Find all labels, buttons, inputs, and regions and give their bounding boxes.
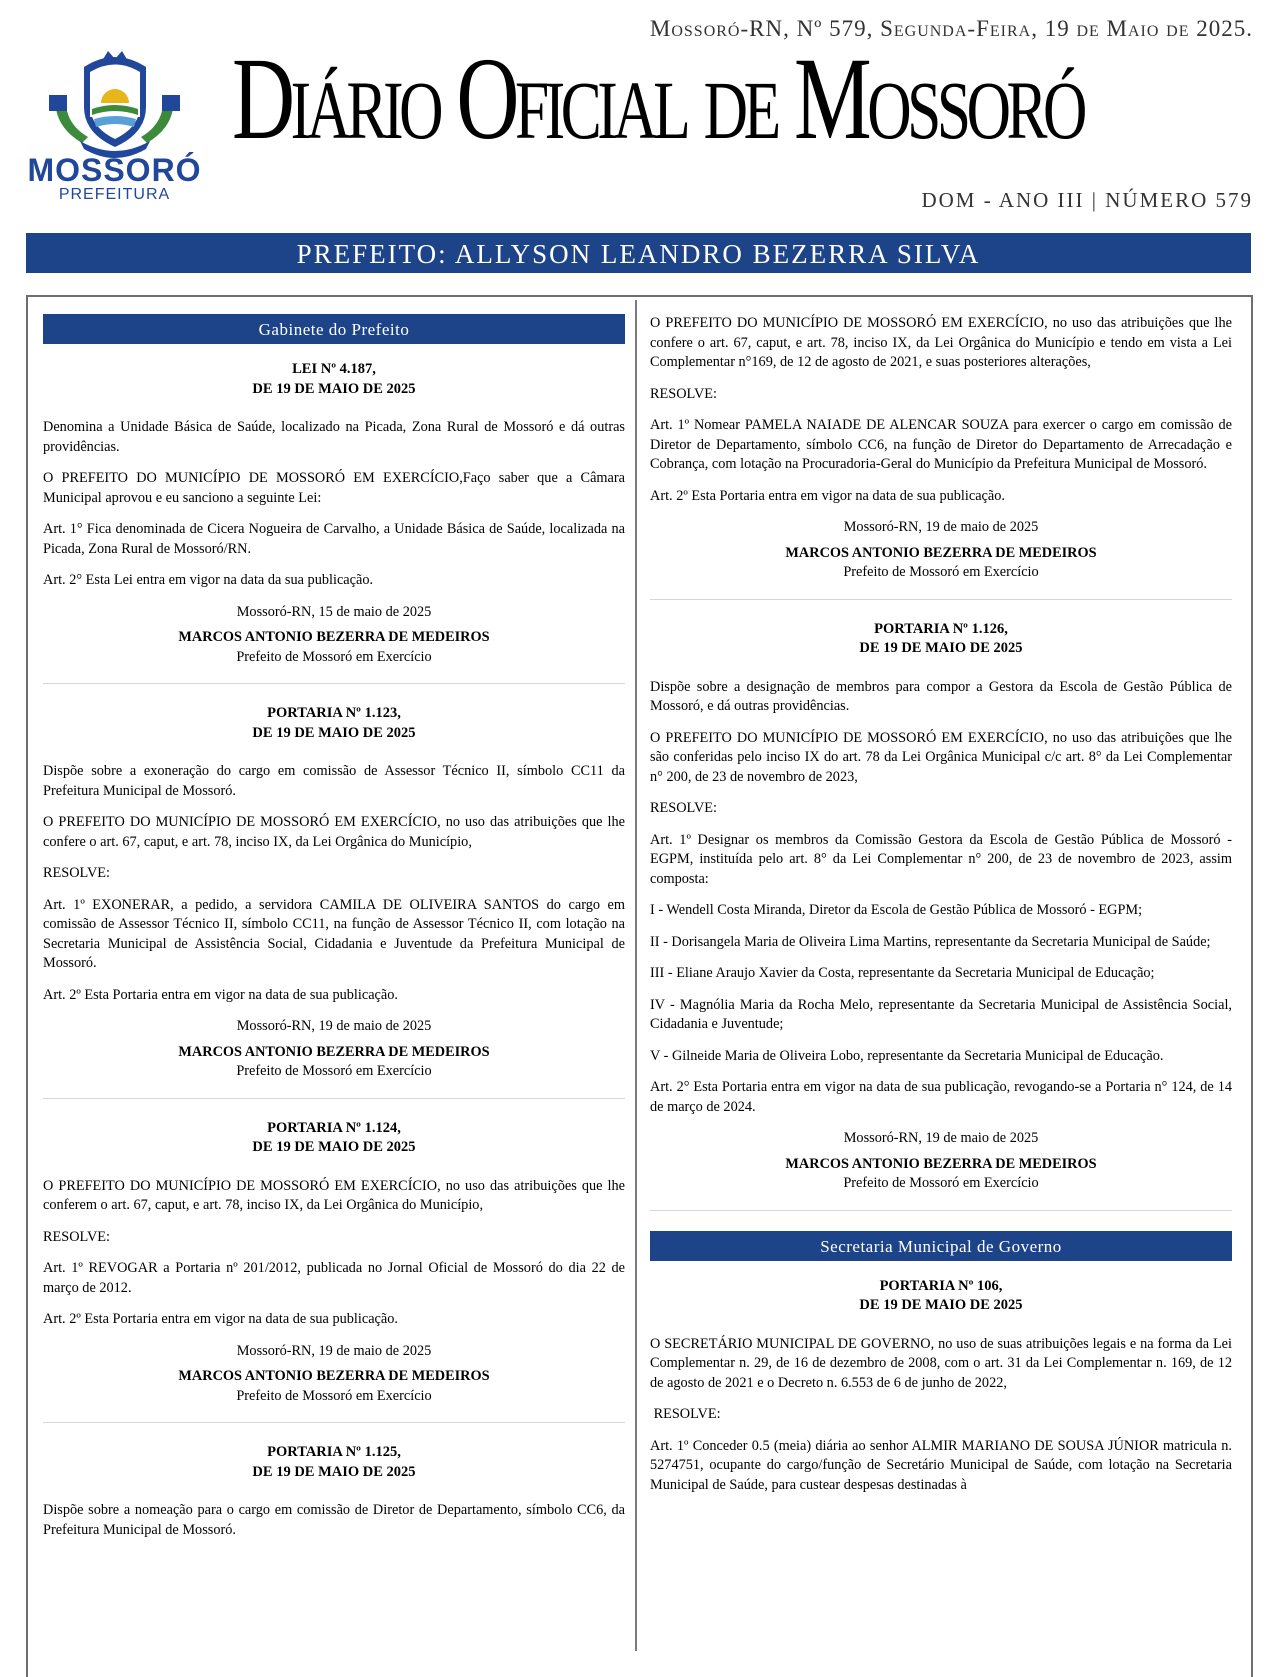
issue-dateline: Mossoró-RN, Nº 579, Segunda-Feira, 19 de Maio de 2025. [649,16,1253,41]
paragraph: O PREFEITO DO MUNICÍPIO DE MOSSORÓ EM EXERCÍCIO, no uso das atribuições que lhe são conferidas pelo inciso IX do art. 78 da Lei Orgânica Municipal c/c art. 8° da Lei Complementar n° 200, de 23 de novembro de 2023, [650,729,1232,785]
paragraph: Art. 1° Fica denominada de Cicera Nogueira de Carvalho, a Unidade Básica de Saúde, localizada na Picada, Zona Rural de Mossoró/RN. [43,521,625,557]
separator [650,1210,1232,1211]
place-date: Mossoró-RN, 19 de maio de 2025 [843,519,1039,535]
resolve-label: RESOLVE: [650,1406,721,1422]
paragraph: Art. 1º Nomear PAMELA NAIADE DE ALENCAR SOUZA para exercer o cargo em comissão de Diretor de Departamento, símbolo CC6, na função de Diretor do Departamento de Arrecadação e Cobrança, com lotação na Procuradoria-Geral do Município da Prefeitura Municipal de Mossoró. [650,417,1232,472]
signer-role: Prefeito de Mossoró em Exercício [843,1175,1039,1191]
paragraph: O PREFEITO DO MUNICÍPIO DE MOSSORÓ EM EXERCÍCIO,Faço saber que a Câmara Municipal aprovou e eu sanciono a seguinte Lei: [43,470,625,506]
paragraph: Art. 1º EXONERAR, a pedido, a servidora CAMILA DE OLIVEIRA SANTOS do cargo em comissão de Assessor Técnico II, símbolo CC11, na função de Assessor Técnico II, com lotação na Secretaria Municipal de Assistência Social, Cidadania e Juventude da Prefeitura Municipal de Mossoró. [43,896,625,971]
issue-number: DOM - ANO III | NÚMERO 579 [921,188,1253,212]
separator [650,599,1232,600]
signer-role: Prefeito de Mossoró em Exercício [236,1063,432,1079]
doc-title: PORTARIA Nº 1.125, DE 19 DE MAIO DE 2025 [252,1444,416,1480]
lei-4187 [43,360,625,667]
list-item: I - Wendell Costa Miranda, Diretor da Escola de Gestão Pública de Mossoró - EGPM; [650,902,1143,918]
paragraph: Art. 1º REVOGAR a Portaria nº 201/2012, publicada no Jornal Oficial de Mossoró do dia 22 de março de 2012. [43,1260,625,1296]
resolve-label: RESOLVE: [43,865,110,881]
portaria-106 [650,1277,1232,1496]
portaria-1125-start [43,1443,625,1540]
place-date: Mossoró-RN, 19 de maio de 2025 [843,1130,1039,1146]
paragraph: O PREFEITO DO MUNICÍPIO DE MOSSORÓ EM EXERCÍCIO, no uso das atribuições que lhe confere o art. 67, caput, e art. 78, inciso IX, da Lei Orgânica do Município, [43,814,625,850]
mayor-banner: PREFEITO: ALLYSON LEANDRO BEZERRA SILVA [26,233,1251,273]
paragraph: Art. 2º Esta Portaria entra em vigor na data de sua publicação. [650,487,1005,504]
signer-role: Prefeito de Mossoró em Exercício [843,564,1039,580]
logo-subtitle: PREFEITURA [58,186,171,203]
doc-title: PORTARIA Nº 106, DE 19 DE MAIO DE 2025 [859,1277,1023,1313]
left-column [43,314,625,1552]
signer-name: MARCOS ANTONIO BEZERRA DE MEDEIROS [785,544,1097,561]
list-item: V - Gilneide Maria de Oliveira Lobo, representante da Secretaria Municipal de Educação. [650,1047,1164,1064]
paragraph: Dispõe sobre a exoneração do cargo em comissão de Assessor Técnico II, símbolo CC11 da Prefeitura Municipal de Mossoró. [43,763,625,799]
place-date: Mossoró-RN, 15 de maio de 2025 [236,603,432,620]
paragraph: Denomina a Unidade Básica de Saúde, localizado na Picada, Zona Rural de Mossoró e dá outras providências. [43,419,625,455]
section-header-gabinete: Gabinete do Prefeito [43,314,625,344]
paragraph: Dispõe sobre a nomeação para o cargo em comissão de Diretor de Departamento, símbolo CC6, da Prefeitura Municipal de Mossoró. [43,1502,625,1538]
paragraph: O PREFEITO DO MUNICÍPIO DE MOSSORÓ EM EXERCÍCIO, no uso das atribuições que lhe confere o art. 67, caput, e art. 78, inciso IX, da Lei Orgânica do Município e tendo em vista a Lei Complementar n°169, de 12 de agosto de 2021, e suas posteriores alterações, [650,315,1232,370]
paragraph: Art. 1º Designar os membros da Comissão Gestora da Escola de Gestão Pública de Mossoró - EGPM, instituída pelo art. 8° da Lei Complementar n° 200, de 23 de novembro de 2023, assim composta: [650,831,1232,887]
signer-role: Prefeito de Mossoró em Exercício [236,1387,432,1404]
separator [43,1098,625,1099]
paragraph: Dispõe sobre a designação de membros para compor a Gestora da Escola de Gestão Pública de Mossoró, e dá outras providências. [650,678,1232,714]
portaria-1126 [650,620,1232,1194]
resolve-label: RESOLVE: [650,385,717,402]
newspaper-title: Diário Oficial de Mossoró [232,33,1083,164]
signer-name: MARCOS ANTONIO BEZERRA DE MEDEIROS [785,1155,1097,1172]
right-column [650,314,1232,1507]
paragraph: O PREFEITO DO MUNICÍPIO DE MOSSORÓ EM EXERCÍCIO, no uso das atribuições que lhe conferem o art. 67, caput, e art. 78, inciso IX, da Lei Orgânica do Município, [43,1177,625,1213]
paragraph: O SECRETÁRIO MUNICIPAL DE GOVERNO, no uso de suas atribuições legais e na forma da Lei Complementar n. 29, de 16 de dezembro de 2008, com o art. 31 da Lei Complementar n. 169, de 12 de agosto de 2021 e o Decreto n. 6.553 de 6 de junho de 2022, [650,1335,1232,1391]
place-date: Mossoró-RN, 19 de maio de 2025 [236,1018,432,1034]
signer-name: MARCOS ANTONIO BEZERRA DE MEDEIROS [178,1043,490,1060]
doc-title: PORTARIA Nº 1.123, DE 19 DE MAIO DE 2025 [252,705,416,741]
paragraph: Art. 2º Esta Portaria entra em vigor na data de sua publicação. [43,1311,398,1327]
doc-title: PORTARIA Nº 1.124, DE 19 DE MAIO DE 2025 [252,1119,416,1155]
masthead-header [0,0,1275,280]
section-header-governo: Secretaria Municipal de Governo [650,1231,1232,1261]
signer-role: Prefeito de Mossoró em Exercício [236,648,432,665]
separator [43,683,625,684]
list-item: II - Dorisangela Maria de Oliveira Lima Martins, representante da Secretaria Municipal de Saúde; [650,933,1211,950]
logo-wordmark: MOSSORÓ [27,152,202,188]
doc-title: LEI Nº 4.187, DE 19 DE MAIO DE 2025 [252,361,416,397]
paragraph: Art. 2° Esta Portaria entra em vigor na data de sua publicação, revogando-se a Portaria n° 124, de 14 de março de 2024. [650,1079,1232,1115]
portaria-1124 [43,1119,625,1407]
list-item: III - Eliane Araujo Xavier da Costa, representante da Secretaria Municipal de Educação; [650,965,1155,981]
paragraph: Art. 1º Conceder 0.5 (meia) diária ao senhor ALMIR MARIANO DE SOUSA JÚNIOR matricula n. 5274751, ocupante do cargo/função de Secretário Municipal de Saúde, com lotação na Secretaria Municipal de Saúde, para custear despesas destinadas à [650,1437,1232,1493]
separator [43,1422,625,1423]
doc-title: PORTARIA Nº 1.126, DE 19 DE MAIO DE 2025 [859,620,1023,656]
paragraph: Art. 2° Esta Lei entra em vigor na data da sua publicação. [43,572,374,588]
list-item: IV - Magnólia Maria da Rocha Melo, representante da Secretaria Municipal de Assistência Social, Cidadania e Juventude; [650,996,1232,1032]
place-date: Mossoró-RN, 19 de maio de 2025 [236,1342,432,1359]
column-divider [635,300,637,1651]
signer-name: MARCOS ANTONIO BEZERRA DE MEDEIROS [178,629,490,645]
resolve-label: RESOLVE: [43,1228,110,1245]
portaria-1123 [43,704,625,1082]
portaria-1125-continued [650,314,1232,583]
paragraph: Art. 2º Esta Portaria entra em vigor na data de sua publicação. [43,986,398,1003]
signer-name: MARCOS ANTONIO BEZERRA DE MEDEIROS [178,1368,490,1384]
resolve-label: RESOLVE: [650,800,717,816]
